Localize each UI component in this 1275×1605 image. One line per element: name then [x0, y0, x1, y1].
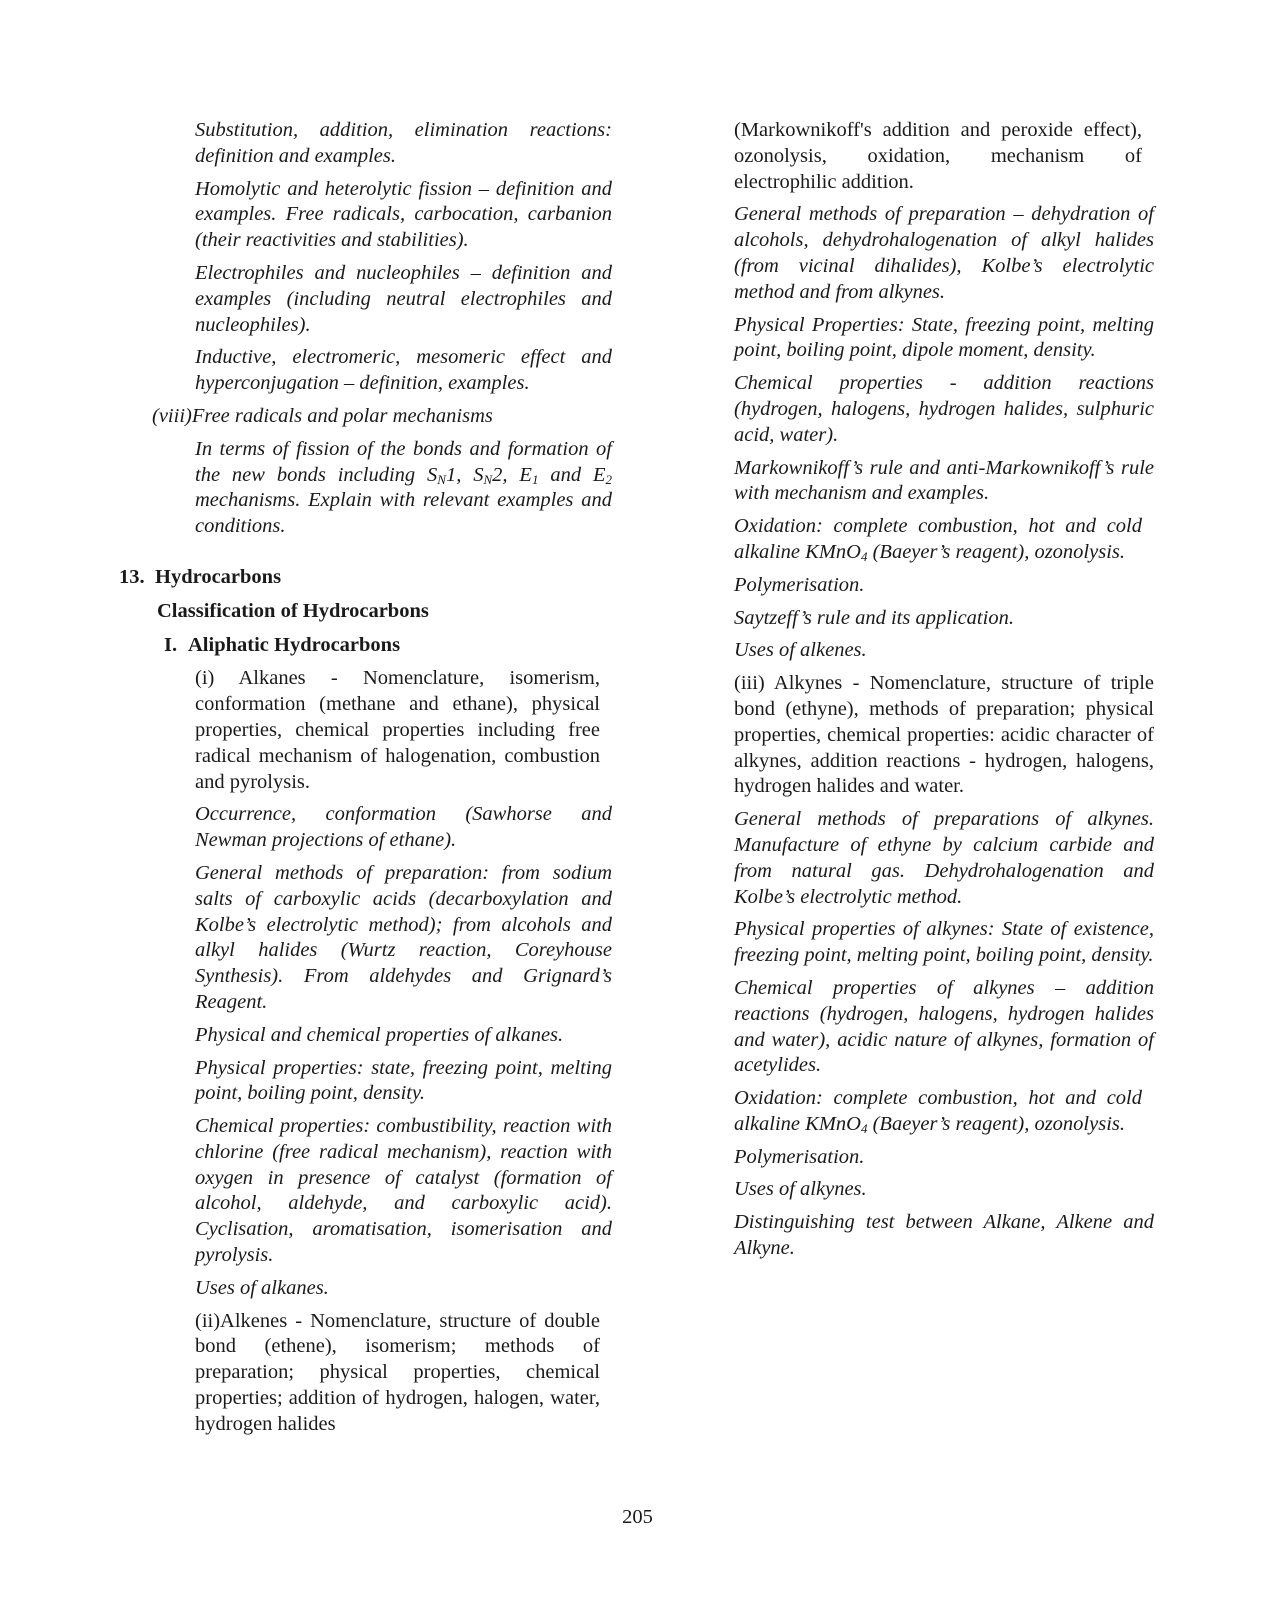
classification-heading: Classification of Hydrocarbons	[157, 599, 429, 622]
alkene-uses-paragraph: Uses of alkenes.	[734, 639, 867, 662]
alkane-properties-paragraph: Physical and chemical properties of alkanes.	[195, 1023, 564, 1046]
alkene-chemical-paragraph: Chemical properties - addition reactions (hydrogen, halogens, hydrogen halides, sulphuric acid, water).	[734, 372, 1154, 446]
left-column	[119, 118, 613, 1445]
saytzeff-rule-paragraph: Saytzeff’s rule and its application.	[734, 606, 1014, 629]
alkane-physical-paragraph: Physical properties: state, freezing point, melting point, boiling point, density.	[195, 1056, 612, 1105]
inductive-effect-paragraph: Inductive, electromeric, mesomeric effect and hyperconjugation – definition, examples.	[195, 346, 612, 395]
section-13-heading: 13. Hydrocarbons	[119, 565, 282, 588]
free-radicals-heading: (viii)Free radicals and polar mechanisms	[152, 404, 493, 427]
mechanisms-paragraph: In terms of fission of the bonds and formation of the new bonds including $S_N1$, $S_N2$, $E_1$ and $E_2$ mechanisms. Explain with relevant examples and conditions.	[195, 437, 613, 538]
markownikoff-addition-paragraph: (Markownikoff's addition and peroxide effect), ozonolysis, oxidation, mechanism of electrophilic addition.	[734, 119, 1142, 193]
alkyne-polymerisation-paragraph: Polymerisation.	[734, 1145, 865, 1168]
alkane-preparation-paragraph: General methods of preparation: from sodium salts of carboxylic acids (decarboxylation and Kolbe’s electrolytic method); from alcohols and alkyl halides (Wurtz reaction, Coreyhouse Synthesis). From aldehydes and Grignard’s Reagent.	[195, 861, 612, 1013]
alkene-physical-paragraph: Physical Properties: State, freezing point, melting point, boiling point, dipole moment, density.	[734, 313, 1154, 362]
alkanes-paragraph: (i) Alkanes - Nomenclature, isomerism, conformation (methane and ethane), physical properties, chemical properties including free radical mechanism of halogenation, combustion and pyrolysis.	[195, 667, 600, 793]
alkene-preparation-paragraph: General methods of preparation – dehydration of alcohols, dehydrohalogenation of alkyl halides (from vicinal dihalides), Kolbe’s electrolytic method and from alkynes.	[734, 203, 1154, 303]
alkene-oxidation-paragraph: Oxidation: complete combustion, hot and cold alkaline KMnO$_4$ (Baeyer’s reagent), ozonolysis.	[734, 515, 1142, 564]
alkyne-oxidation-paragraph: Oxidation: complete combustion, hot and cold alkaline KMnO$_4$ (Baeyer’s reagent), ozonolysis.	[734, 1087, 1142, 1136]
alkynes-paragraph: (iii) Alkynes - Nomenclature, structure of triple bond (ethyne), methods of preparation; physical properties, chemical properties: acidic character of alkynes, addition reactions - hydrogen, halogens, hydrogen halides and water.	[734, 672, 1154, 798]
alkyne-chemical-paragraph: Chemical properties of alkynes – addition reactions (hydrogen, halogens, hydrogen halides and water), acidic nature of alkynes, formation of acetylides.	[734, 976, 1154, 1077]
electrophiles-paragraph: Electrophiles and nucleophiles – definition and examples (including neutral electrophiles and nucleophiles).	[195, 261, 612, 336]
right-column	[734, 118, 1154, 1269]
alkenes-paragraph: (ii)Alkenes - Nomenclature, structure of double bond (ethene), isomerism; methods of preparation; physical properties, chemical properties; addition of hydrogen, halogen, water, hydrogen halides	[195, 1309, 600, 1435]
markownikoff-rule-paragraph: Markownikoff’s rule and anti-Markownikoff’s rule with mechanism and examples.	[734, 456, 1154, 505]
alkane-uses-paragraph: Uses of alkanes.	[195, 1276, 329, 1299]
aliphatic-heading: I. Aliphatic Hydrocarbons	[164, 633, 401, 656]
substitution-paragraph: Substitution, addition, elimination reactions: definition and examples.	[195, 119, 612, 167]
occurrence-paragraph: Occurrence, conformation (Sawhorse and Newman projections of ethane).	[195, 803, 612, 852]
alkyne-preparation-paragraph: General methods of preparations of alkynes. Manufacture of ethyne by calcium carbide and from natural gas. Dehydrohalogenation and Kolbe’s electrolytic method.	[734, 808, 1154, 908]
alkyne-physical-paragraph: Physical properties of alkynes: State of existence, freezing point, melting point, boiling point, density.	[734, 918, 1154, 967]
fission-paragraph: Homolytic and heterolytic fission – definition and examples. Free radicals, carbocation, carbanion (their reactivities and stabilities).	[195, 177, 612, 252]
alkyne-uses-paragraph: Uses of alkynes.	[734, 1178, 867, 1201]
distinguishing-test-paragraph: Distinguishing test between Alkane, Alkene and Alkyne.	[734, 1211, 1154, 1260]
page-number: 205	[622, 1506, 653, 1528]
alkene-polymerisation-paragraph: Polymerisation.	[734, 573, 865, 596]
alkane-chemical-paragraph: Chemical properties: combustibility, reaction with chlorine (free radical mechanism), reaction with oxygen in presence of catalyst (formation of alcohol, aldehyde, and carboxylic acid). Cyclisation, aromatisation, isomerisation and pyrolysis.	[195, 1115, 612, 1267]
